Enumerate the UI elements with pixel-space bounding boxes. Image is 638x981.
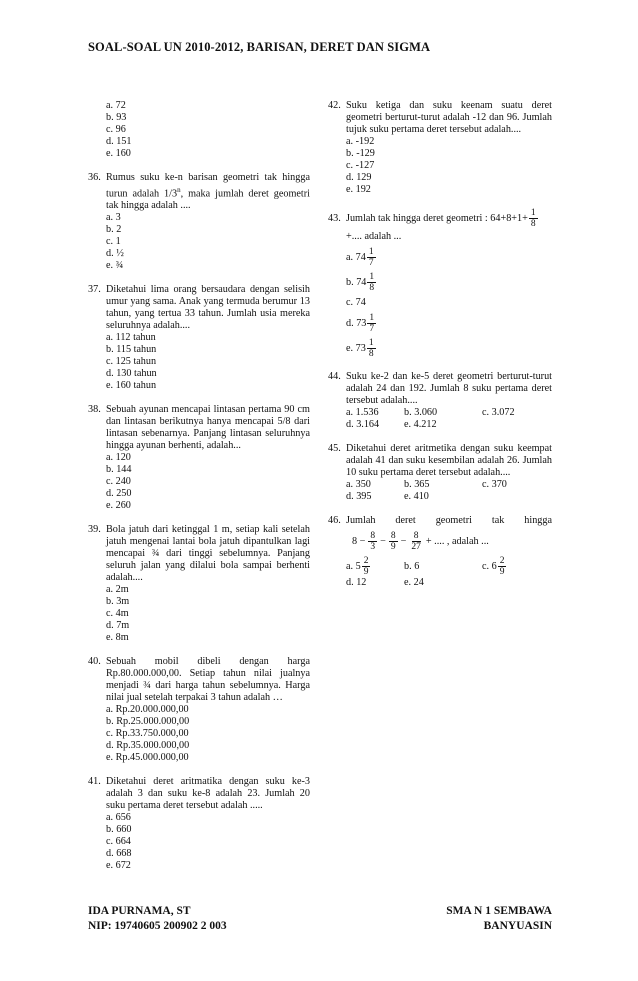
option: e. 260 — [106, 500, 131, 512]
fraction-numerator: 8 — [413, 531, 419, 541]
question-number: 45. — [328, 443, 341, 454]
option: b. 365 — [404, 479, 430, 490]
option: a. 656 — [106, 812, 131, 824]
question-text — [106, 172, 310, 212]
expr-operator: − — [380, 535, 386, 547]
option: e. 4.212 — [404, 419, 437, 430]
fraction — [498, 556, 507, 577]
option-grid — [328, 407, 552, 431]
question-35-options — [88, 100, 310, 160]
question-36 — [88, 172, 310, 272]
option — [328, 313, 552, 334]
option: c. 96 — [106, 124, 126, 135]
option: e. 410 — [404, 491, 429, 502]
fraction-denominator: 7 — [369, 324, 375, 334]
fraction-numerator: 1 — [368, 338, 374, 348]
option: b. Rp.25.000.000,00 — [106, 716, 190, 728]
question-text: Sebuah mobil dibeli dengan harga Rp.80.000.000,00. Setiap tahun nilai jualnya menjadi ¾ dari harga tahun sebelumnya. Harga nilai jual setelah terpakai 3 tahun adalah … — [106, 656, 310, 704]
option: b. -129 — [346, 148, 375, 159]
option: d. 395 — [346, 491, 372, 502]
series-expression — [328, 531, 552, 552]
question-41 — [88, 776, 310, 872]
question-text: Suku ketiga dan suku keenam suatu deret geometri berturut-turut adalah -12 dan 96. Jumlah tujuk suku pertama deret tersebut adalah.... — [346, 100, 552, 135]
fraction-numerator: 2 — [363, 556, 369, 566]
fraction — [367, 338, 376, 359]
option: e. 160 — [106, 148, 131, 159]
option-label: e. 73 — [346, 342, 366, 354]
option: a. 350 — [346, 479, 371, 490]
question-text-cont: +.... adalah ... — [346, 231, 402, 242]
option-label: c. 6 — [482, 560, 497, 572]
option: a. Rp.20.000.000,00 — [106, 704, 189, 716]
question-text-part: Rumus suku ke-n barisan geometri tak hingga turun adalah 1/3 — [106, 172, 310, 200]
option: c. 74 — [346, 297, 366, 308]
option — [328, 338, 552, 359]
option: e. 160 tahun — [106, 380, 157, 392]
fraction-denominator: 8 — [530, 219, 536, 229]
expr-text: 8 − — [352, 535, 366, 547]
question-38 — [88, 404, 310, 512]
fraction — [409, 531, 423, 552]
question-number: 39. — [88, 524, 101, 536]
option: b. 660 — [106, 824, 132, 836]
question-text: Suku ke-2 dan ke-5 deret geometri berturut-turut adalah 24 dan 192. Jumlah 8 suku pertama deret tersebut adalah.... — [346, 371, 552, 406]
left-column — [88, 100, 310, 884]
fraction-numerator: 1 — [369, 272, 375, 282]
option: a. 112 tahun — [106, 332, 156, 344]
fraction-numerator: 8 — [370, 531, 376, 541]
option: d. 3.164 — [346, 419, 380, 430]
question-text — [346, 208, 552, 229]
option: a. 72 — [106, 100, 126, 111]
fraction-denominator: 7 — [368, 258, 374, 268]
fraction — [389, 531, 398, 552]
fraction — [367, 313, 376, 334]
question-text: Sebuah ayunan mencapai lintasan pertama 90 cm dan lintasan berikutnya hanya mencapai 5/8 dari lintasan sebenarnya. Panjang lintasan seluruhnya hingga ayunan berhenti, adalah... — [106, 404, 310, 452]
fraction-denominator: 8 — [369, 283, 375, 293]
option: a. 120 — [106, 452, 131, 464]
option: b. 115 tahun — [106, 344, 157, 356]
question-text: Jumlah deret geometri tak hingga — [346, 515, 552, 526]
option: b. 2 — [106, 224, 122, 236]
expr-text: + .... , adalah ... — [425, 535, 489, 547]
option — [328, 247, 552, 268]
option — [482, 556, 552, 577]
option — [328, 272, 552, 293]
option: e. 24 — [404, 577, 424, 588]
fraction-denominator: 3 — [370, 542, 376, 552]
question-text: Diketahui deret aritmetika dengan suku keempat adalah 41 dan suku kesembilan adalah 26. Jumlah 10 suku pertama deret tersebut adalah.... — [346, 443, 552, 478]
option: d. 7m — [106, 620, 130, 632]
question-40 — [88, 656, 310, 764]
page-header: SOAL-SOAL UN 2010-2012, BARISAN, DERET DAN SIGMA — [88, 40, 431, 54]
question-text: Diketahui deret aritmatika dengan suku ke-3 adalah 3 dan suku ke-8 adalah 23. Jumlah 20 suku pertama deret tersebut adalah ..... — [106, 776, 310, 812]
question-42 — [328, 100, 552, 196]
right-column — [328, 100, 552, 601]
question-44 — [328, 371, 552, 431]
option: c. 3.072 — [482, 407, 515, 418]
question-45 — [328, 443, 552, 503]
option: c. 664 — [106, 836, 131, 848]
option: e. ¾ — [106, 260, 124, 272]
fraction — [367, 247, 376, 268]
question-number: 37. — [88, 284, 101, 296]
fraction-numerator: 2 — [499, 556, 505, 566]
option: e. Rp.45.000.000,00 — [106, 752, 189, 764]
fraction — [362, 556, 371, 577]
question-number: 40. — [88, 656, 101, 668]
option: c. 1 — [106, 236, 121, 248]
option: d. Rp.35.000.000,00 — [106, 740, 190, 752]
question-text-part: Jumlah tak hingga deret geometri : 64+8+1+ — [346, 212, 528, 224]
fraction-denominator: 9 — [499, 567, 505, 577]
option: b. 6 — [404, 560, 420, 572]
option: d. 250 — [106, 488, 132, 500]
option: d. 129 — [346, 172, 372, 183]
question-number: 46. — [328, 515, 341, 526]
fraction-denominator: 27 — [411, 542, 421, 552]
option-label: b. 74 — [346, 276, 367, 288]
fraction — [368, 531, 377, 552]
option: c. 125 tahun — [106, 356, 157, 368]
option: b. 3m — [106, 596, 130, 608]
option — [346, 556, 404, 577]
fraction — [529, 208, 538, 229]
fraction — [367, 272, 376, 293]
fraction-numerator: 1 — [368, 247, 374, 257]
author-nip: NIP: 19740605 200902 2 003 — [88, 920, 227, 932]
question-text: Diketahui lima orang bersaudara dengan selisih umur yang sama. Anak yang termuda berumur 13 tahun, yang tertua 33 tahun. Jumlah usia mereka seluruhnya adalah.... — [106, 284, 310, 332]
option: d. ½ — [106, 248, 124, 260]
option: e. 672 — [106, 860, 131, 872]
question-number: 44. — [328, 371, 341, 382]
footer-author — [88, 904, 227, 934]
option: a. 2m — [106, 584, 129, 596]
option-label: d. 73 — [346, 317, 367, 329]
question-text: Bola jatuh dari ketinggal 1 m, setiap kali setelah jatuh mengenai lantai bola jatuh dipantulkan lagi mencapai ¾ dari tinggi sebelumnya. Panjang seluruh jalan yang dilalui bola sampai berhenti adalah.... — [106, 524, 310, 584]
fraction-numerator: 8 — [390, 531, 396, 541]
option: b. 144 — [106, 464, 132, 476]
option: d. 12 — [346, 577, 367, 588]
option: d. 668 — [106, 848, 132, 860]
question-number: 41. — [88, 776, 101, 788]
option: c. -127 — [346, 160, 375, 171]
fraction-numerator: 1 — [369, 313, 375, 323]
question-number: 42. — [328, 100, 341, 111]
option-grid — [328, 556, 552, 589]
author-name: IDA PURNAMA, ST — [88, 905, 191, 917]
question-text-part: , maka jumlah deret geometri tak hingga adalah .... — [106, 188, 310, 212]
option-label: a. 74 — [346, 251, 366, 263]
option: c. 4m — [106, 608, 129, 620]
option-grid — [328, 479, 552, 503]
question-46 — [328, 515, 552, 589]
question-39 — [88, 524, 310, 644]
option: c. 240 — [106, 476, 131, 488]
option: a. 3 — [106, 212, 121, 224]
question-number: 38. — [88, 404, 101, 416]
question-number: 43. — [328, 212, 341, 224]
option: d. 130 tahun — [106, 368, 157, 380]
expr-operator: − — [400, 535, 407, 547]
option: b. 93 — [106, 112, 127, 123]
option: d. 151 — [106, 136, 132, 147]
option: e. 192 — [346, 184, 371, 195]
question-37 — [88, 284, 310, 392]
option: a. 1.536 — [346, 407, 379, 418]
question-43 — [328, 208, 552, 359]
question-number: 36. — [88, 172, 101, 183]
school-region: BANYUASIN — [483, 920, 552, 932]
exponent: n — [177, 186, 181, 194]
option-label: a. 5 — [346, 560, 361, 572]
footer-school — [446, 904, 552, 934]
fraction-denominator: 9 — [390, 542, 396, 552]
option: c. Rp.33.750.000,00 — [106, 728, 189, 740]
option: a. -192 — [346, 136, 375, 147]
fraction-denominator: 9 — [363, 567, 369, 577]
option: c. 370 — [482, 479, 507, 490]
option: e. 8m — [106, 632, 129, 644]
school-name: SMA N 1 SEMBAWA — [446, 905, 552, 917]
fraction-numerator: 1 — [530, 208, 536, 218]
fraction-denominator: 8 — [368, 349, 374, 359]
option: b. 3.060 — [404, 407, 438, 418]
